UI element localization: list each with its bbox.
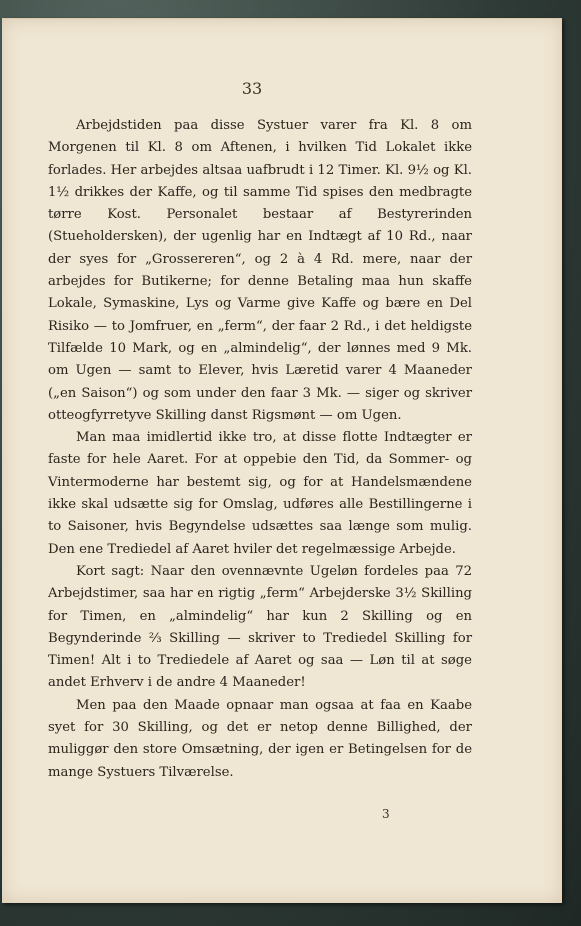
paragraph-1: Arbejdstiden paa disse Systuer varer fra Kl. 8 om Morgenen til Kl. 8 om Aftenen, i hvilken Tid Lokalet ikke forlades. Her arbejdes altsaa uafbrudt i 12 Timer. Kl. 9½ og Kl. 1½ drikkes der Kaffe, og til samme Tid spises den medbragte tørre Kost. Personalet bestaar af Bestyrerinden (Stueholdersken), der ugenlig har en Indtægt af 10 Rd., naar der syes for „Grossereren“, og 2 à 4 Rd. mere, naar der arbejdes for Butikerne; for denne Betaling maa hun skaffe Lokale, Symaskine, Lys og Varme give Kaffe og bære en Del Risiko — to Jomfruer, en „ferm“, der faar 2 Rd., i det heldigste Tilfælde 10 Mark, og en „almindelig“, der lønnes med 9 Mk. om Ugen — samt to Elever, hvis Læretid varer 4 Maaneder („en Saison“) og som under den faar 3 Mk. — siger og skriver otteogfyrretyve Skilling danst Rigsmønt — om Ugen. [48, 118, 472, 423]
paragraph-3: Kort sagt: Naar den ovennævnte Ugeløn fordeles paa 72 Arbejdstimer, saa har en rigtig „ferm“ Arbejderske 3½ Skilling for Timen, en „almindelig“ har kun 2 Skilling og en Begynderinde ⅔ Skilling — skriver to Trediedel Skilling for Timen! Alt i to Trediedele af Aaret og saa — Løn til at søge andet Erhverv i de andre 4 Maaneder! [48, 563, 472, 691]
body-text [48, 115, 472, 784]
book-page [2, 18, 562, 903]
signature-mark: 3 [382, 807, 390, 821]
paragraph-2: Man maa imidlertid ikke tro, at disse flotte Indtægter er faste for hele Aaret. For at oppebie den Tid, da Sommer- og Vintermoderne har bestemt sig, og for at Handelsmændene ikke skal udsætte sig for Omslag, udføres alle Bestillingerne i to Saisoner, hvis Begyndelse udsættes saa længe som mulig. Den ene Trediedel af Aaret hviler det regelmæssige Arbejde. [48, 430, 472, 557]
paragraph-4: Men paa den Maade opnaar man ogsaa at faa en Kaabe syet for 30 Skilling, og det er netop denne Billighed, der muliggør den store Omsætning, der igen er Betingelsen for de mange Systuers Tilværelse. [48, 697, 472, 780]
page-number: 33 [241, 79, 263, 98]
